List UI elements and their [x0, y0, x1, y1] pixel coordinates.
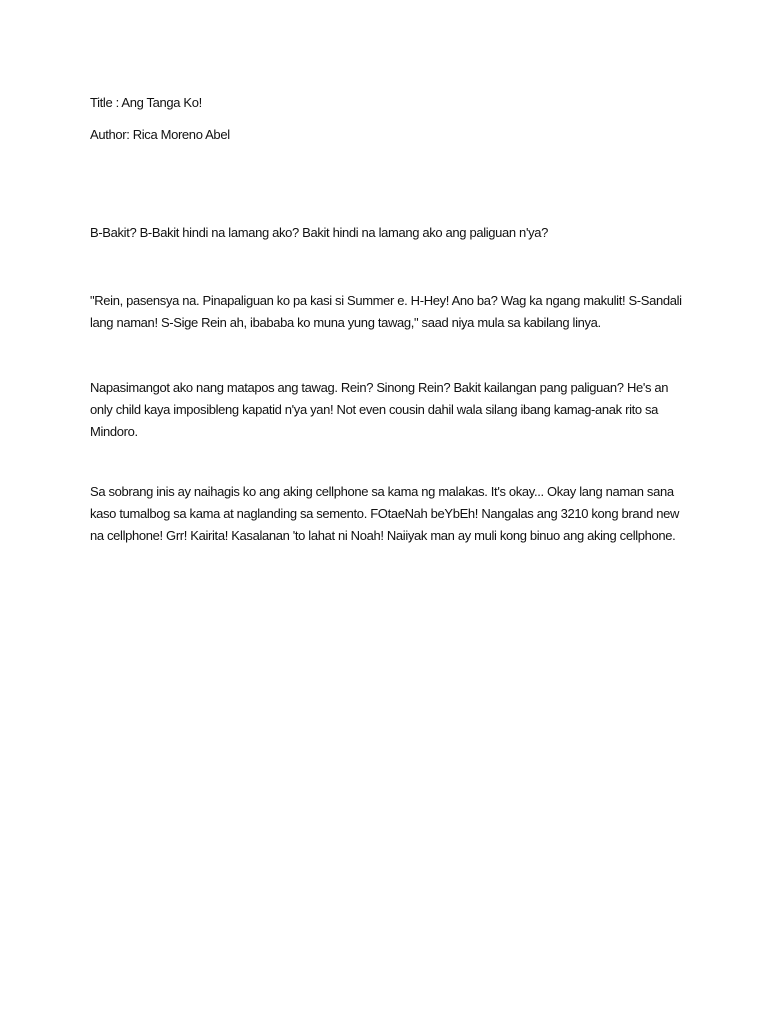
document-author: Author: Rica Moreno Abel [90, 127, 230, 142]
story-paragraph-1: B-Bakit? B-Bakit hindi na lamang ako? Bakit hindi na lamang ako ang paliguan n'ya? [90, 225, 548, 240]
story-paragraph-2: "Rein, pasensya na. Pinapaliguan ko pa kasi si Summer e. H-Hey! Ano ba? Wag ka ngang makulit! S-Sandali lang naman! S-Sige Rein ah, ibababa ko muna yung tawag," saad niya mula sa kabilang linya. [90, 293, 682, 330]
story-paragraph-3: Napasimangot ako nang matapos ang tawag. Rein? Sinong Rein? Bakit kailangan pang paliguan? He's an only child kaya imposibleng kapatid n'ya yan! Not even cousin dahil wala silang ibang kamag-anak rito sa Mindoro. [90, 380, 669, 439]
story-paragraph-4: Sa sobrang inis ay naihagis ko ang aking cellphone sa kama ng malakas. It's okay... Okay lang naman sana kaso tumalbog sa kama at naglanding sa semento. FOtaeNah beYbEh! Nangalas ang 3210 kong brand new na cellphone! Grr! Kairita! Kasalanan 'to lahat ni Noah! Naiiyak man ay muli kong binuo ang aking cellphone. [90, 484, 680, 543]
document-title: Title : Ang Tanga Ko! [90, 95, 202, 110]
